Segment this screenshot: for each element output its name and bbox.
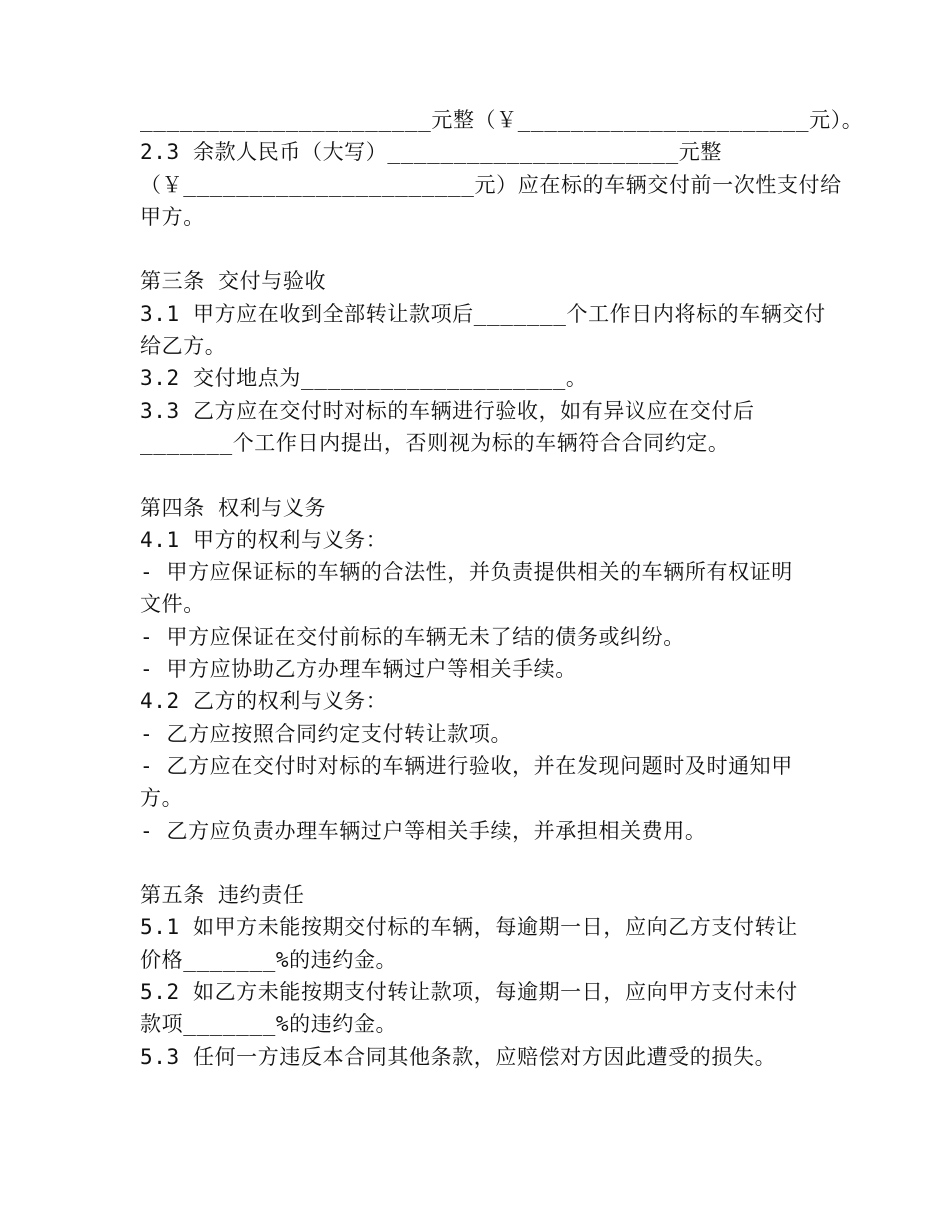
text-line: - 甲方应保证标的车辆的合法性，并负责提供相关的车辆所有权证明	[140, 560, 793, 585]
text-line: 4.2 乙方的权利与义务：	[140, 689, 388, 714]
text-line: 文件。	[140, 592, 205, 617]
section-heading: 第四条 权利与义务	[140, 495, 327, 520]
text-line: 5.2 如乙方未能按期支付转让款项，每逾期一日，应向甲方支付未付	[140, 980, 798, 1005]
text-line: （￥______________________元）应在标的车辆交付前一次性支付给	[140, 172, 842, 197]
text-line: 款项_______%的违约金。	[140, 1012, 398, 1037]
blank-line	[140, 233, 820, 265]
text-line: _______个工作日内提出，否则视为标的车辆符合合同约定。	[140, 430, 730, 455]
text-line: 2.3 余款人民币（大写）______________________元整	[140, 140, 722, 165]
blank-line	[140, 847, 820, 879]
section-heading: 第五条 违约责任	[140, 883, 305, 908]
text-line: ______________________元整（￥______________________元）。	[140, 108, 864, 132]
section-heading: 第三条 交付与验收	[140, 269, 327, 294]
text-line: 3.1 甲方应在收到全部转让款项后_______个工作日内将标的车辆交付	[140, 301, 826, 326]
text-line: 3.2 交付地点为____________________。	[140, 366, 588, 391]
text-line: - 乙方应在交付时对标的车辆进行验收，并在发现问题时及时通知甲	[140, 753, 793, 778]
text-line: - 甲方应协助乙方办理车辆过户等相关手续。	[140, 657, 577, 682]
document-body	[140, 104, 864, 1073]
text-line: 4.1 甲方的权利与义务：	[140, 527, 388, 552]
text-line: 5.3 任何一方违反本合同其他条款，应赔偿对方因此遭受的损失。	[140, 1044, 777, 1069]
text-line: 甲方。	[140, 204, 205, 229]
text-line: 方。	[140, 786, 184, 811]
text-line: 5.1 如甲方未能按期交付标的车辆，每逾期一日，应向乙方支付转让	[140, 915, 798, 940]
text-line: - 甲方应保证在交付前标的车辆无未了结的债务或纠纷。	[140, 624, 685, 649]
text-line: 3.3 乙方应在交付时对标的车辆进行验收，如有异议应在交付后	[140, 398, 755, 423]
text-line: 给乙方。	[140, 334, 227, 359]
text-line: 价格_______%的违约金。	[140, 947, 398, 972]
text-line: - 乙方应负责办理车辆过户等相关手续，并承担相关费用。	[140, 818, 707, 843]
blank-line	[140, 459, 820, 491]
text-line: - 乙方应按照合同约定支付转让款项。	[140, 721, 513, 746]
